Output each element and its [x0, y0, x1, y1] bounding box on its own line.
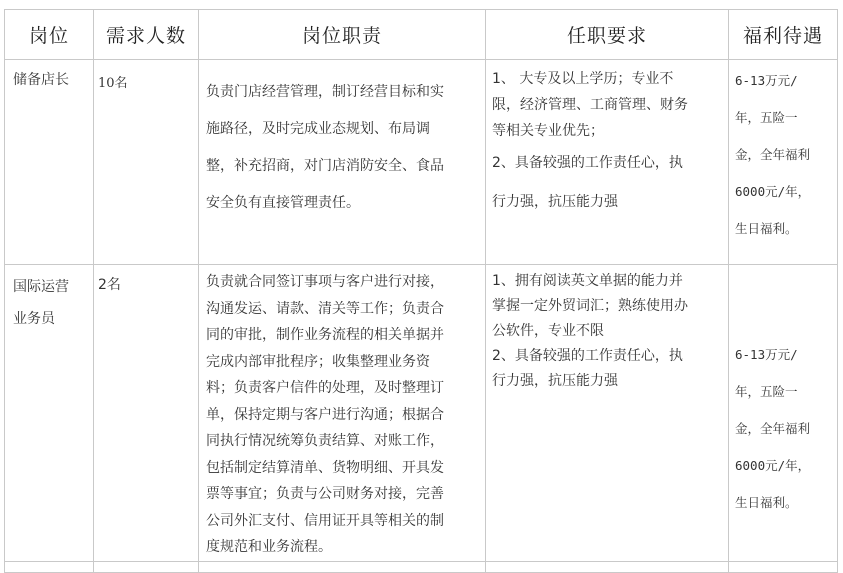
header-count: 需求人数: [94, 10, 199, 60]
count-text: 2名: [98, 277, 121, 293]
duties-text: 负责门店经营管理，制订经营目标和实 施路径，及时完成业态规划、布局调 整，补充招商，对门店消防安全、食品 安全负有直接管理责任。: [206, 84, 444, 211]
requirements-cell: [486, 60, 729, 265]
position-cell: [5, 60, 94, 265]
table-row-partial: [5, 561, 838, 572]
count-cell: [94, 60, 199, 265]
count-cell: [94, 265, 199, 562]
header-duties: 岗位职责: [199, 10, 486, 60]
requirements-cell: [486, 265, 729, 562]
header-benefits: 福利待遇: [729, 10, 838, 60]
job-table: [4, 9, 838, 573]
position-cell: [5, 265, 94, 562]
position-text: 储备店长: [13, 72, 69, 88]
position-text: 国际运营 业务员: [13, 279, 69, 327]
empty-cell: [486, 561, 729, 572]
duties-cell: [199, 60, 486, 265]
header-requirements: 任职要求: [486, 10, 729, 60]
duties-cell: [199, 265, 486, 562]
benefits-text: 6-13万元/ 年，五险一 金，全年福利 6000元/年， 生日福利。: [735, 73, 811, 236]
requirements-text-2: 2、具备较强的工作责任心，执 行力强，抗压能力强: [492, 155, 683, 210]
empty-cell: [729, 561, 838, 572]
benefits-cell: [729, 265, 838, 562]
empty-cell: [94, 561, 199, 572]
benefits-text: 6-13万元/ 年，五险一 金，全年福利 6000元/年， 生日福利。: [735, 347, 811, 510]
empty-cell: [5, 561, 94, 572]
benefits-cell: [729, 60, 838, 265]
header-row: [5, 10, 838, 60]
table-row: [5, 265, 838, 562]
empty-cell: [199, 561, 486, 572]
table-header: [5, 10, 838, 60]
count-text: 10名: [98, 76, 128, 91]
requirements-text: 1、拥有阅读英文单据的能力并 掌握一定外贸词汇；熟练使用办 公软件，专业不限 2、具备较强的工作责任心，执 行力强，抗压能力强: [492, 273, 688, 389]
duties-text: 负责就合同签订事项与客户进行对接， 沟通发运、请款、清关等工作；负责合 同的审批，制作业务流程的相关单据并 完成内部审批程序；收集整理业务资 料；负责客户信件的处理，及时整理订 单，保持定期与客户进行沟通；根据合 同执行情况统筹负责结算、对账工作， 包括制定结算清单、货物明细、开具发 票等事宜；负责与公司财务对接，完善 公司外汇支付、信用证开具等相关的制 度规范和业务流程。: [206, 274, 444, 555]
header-position: 岗位: [5, 10, 94, 60]
table-row: [5, 60, 838, 265]
requirements-text-1: 1、 大专及以上学历；专业不 限，经济管理、工商管理、财务 等相关专业优先；: [492, 71, 688, 139]
